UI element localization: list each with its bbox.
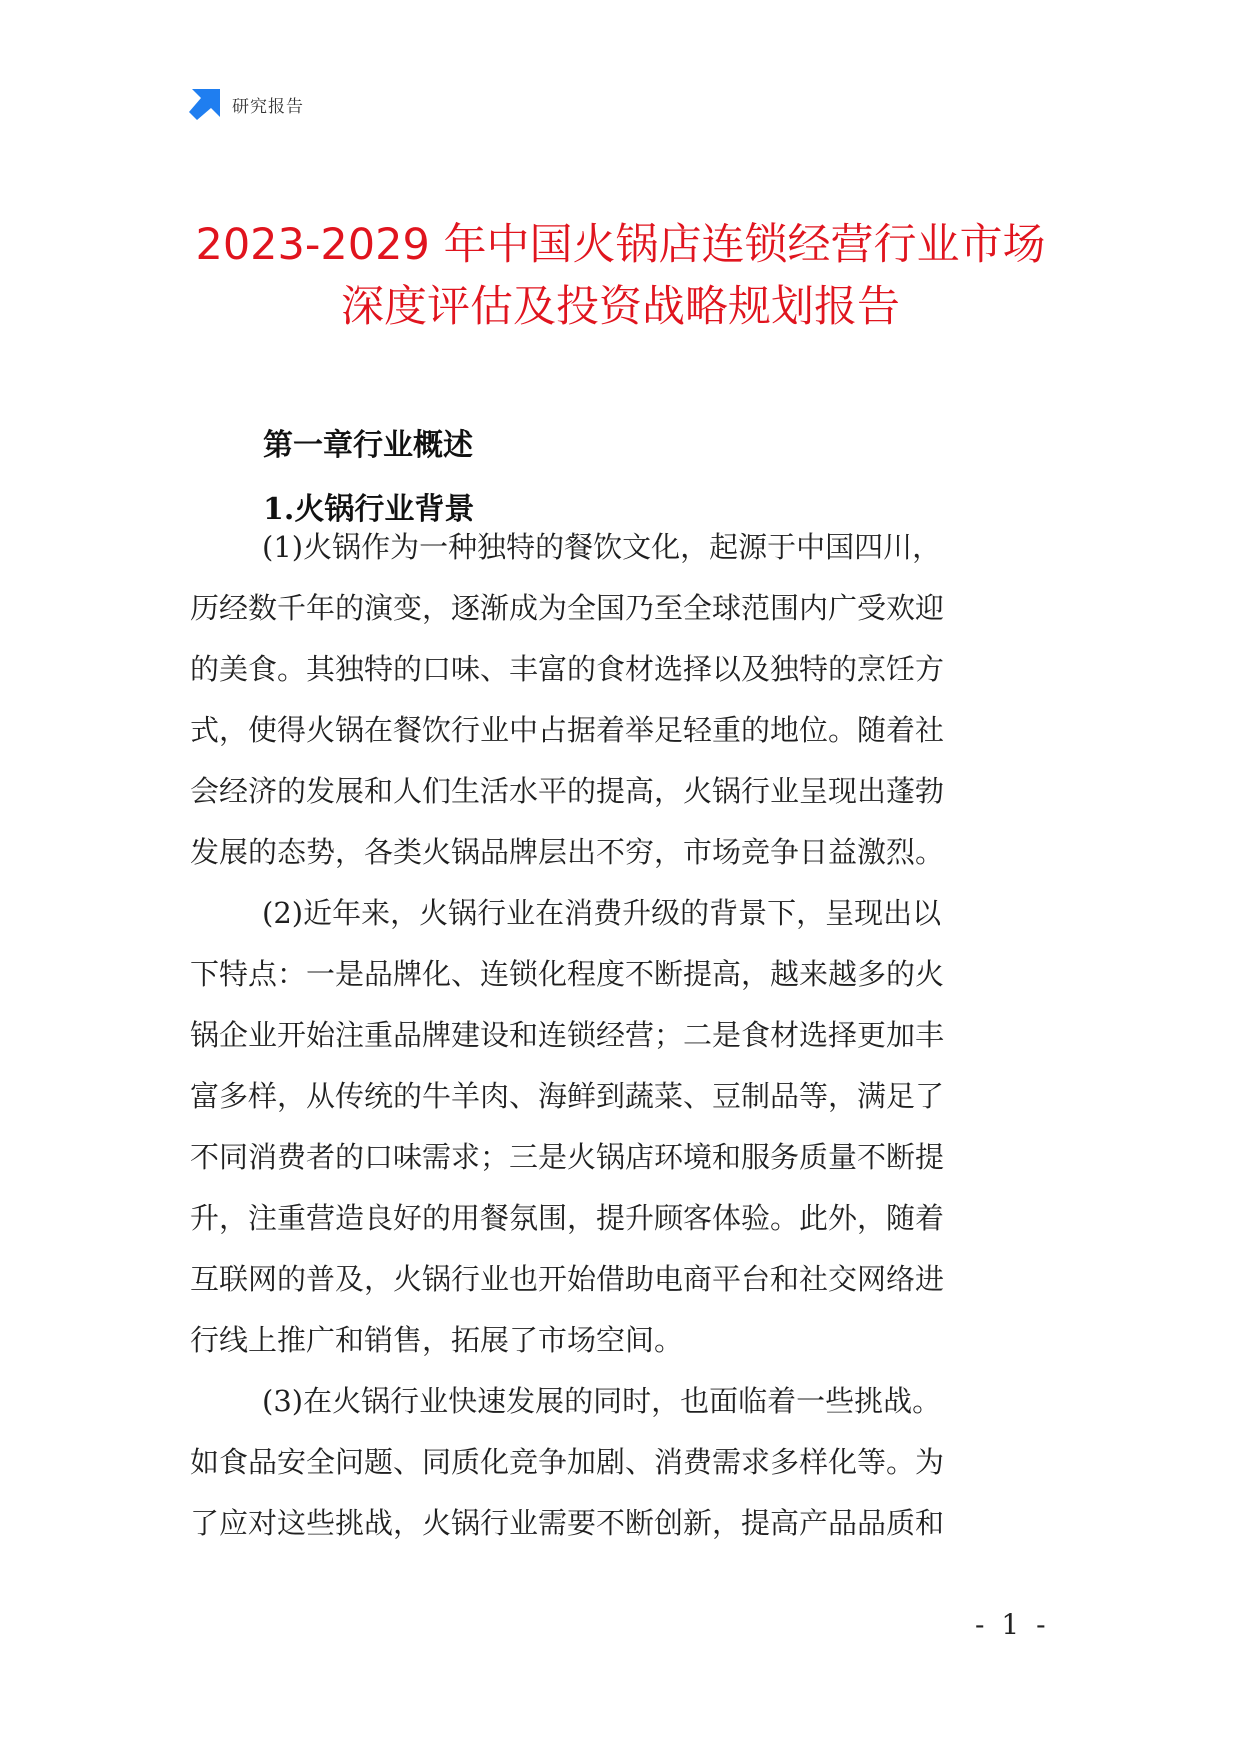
text-line: 富多样，从传统的牛羊肉、海鲜到蔬菜、豆制品等，满足了 — [190, 1079, 945, 1113]
text-line: 升，注重营造良好的用餐氛围，提升顾客体验。此外，随着 — [190, 1201, 945, 1235]
chapter-heading: 第一章行业概述 — [263, 428, 473, 463]
text-line: 发展的态势，各类火锅品牌层出不穷，市场竞争日益激烈。 — [190, 835, 945, 869]
arrow-up-right-icon — [188, 87, 222, 121]
text-line: (2)近年来，火锅行业在消费升级的背景下，呈现出以 — [262, 896, 942, 930]
text-line: 的美食。其独特的口味、丰富的食材选择以及独特的烹饪方 — [190, 652, 945, 686]
text-line: (1)火锅作为一种独特的餐饮文化，起源于中国四川， — [262, 530, 942, 564]
text-line: (3)在火锅行业快速发展的同时，也面临着一些挑战。 — [262, 1384, 942, 1418]
text-line: 锅企业开始注重品牌建设和连锁经营；二是食材选择更加丰 — [190, 1018, 945, 1052]
text-line: 历经数千年的演变，逐渐成为全国乃至全球范围内广受欢迎 — [190, 591, 945, 625]
title-line-1: 2023-2029 年中国火锅店连锁经营行业市场 — [195, 220, 1046, 270]
title-line-2: 深度评估及投资战略规划报告 — [341, 282, 900, 332]
text-line: 式，使得火锅在餐饮行业中占据着举足轻重的地位。随着社 — [190, 713, 945, 747]
section-heading: 1.火锅行业背景 — [263, 492, 475, 527]
text-line: 如食品安全问题、同质化竞争加剧、消费需求多样化等。为 — [190, 1445, 945, 1479]
text-line: 不同消费者的口味需求；三是火锅店环境和服务质量不断提 — [190, 1140, 945, 1174]
text-line: 下特点：一是品牌化、连锁化程度不断提高，越来越多的火 — [190, 957, 945, 991]
text-line: 会经济的发展和人们生活水平的提高，火锅行业呈现出蓬勃 — [190, 774, 945, 808]
paragraph-1 — [190, 517, 1060, 883]
text-line: 了应对这些挑战，火锅行业需要不断创新，提高产品品质和 — [190, 1506, 945, 1540]
paragraph-2 — [190, 883, 1060, 1371]
text-line: 行线上推广和销售，拓展了市场空间。 — [190, 1323, 684, 1357]
paragraph-3 — [190, 1371, 1060, 1554]
page-number: - 1 - — [975, 1608, 1050, 1641]
brand-label: 研究报告 — [232, 96, 304, 117]
text-line: 互联网的普及，火锅行业也开始借助电商平台和社交网络进 — [190, 1262, 945, 1296]
report-header — [188, 86, 304, 122]
document-title — [150, 214, 1091, 338]
